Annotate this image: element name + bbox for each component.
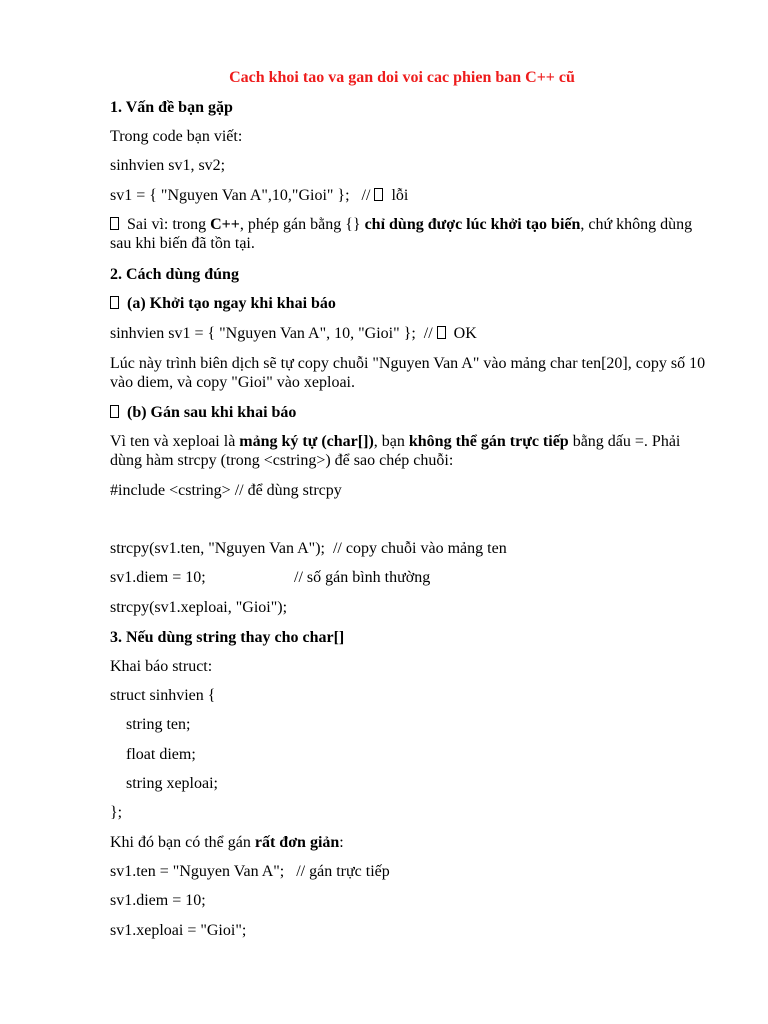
paragraph-bold: mảng ký tự (char[]) xyxy=(239,433,374,450)
subsection-b-label: (b) Gán sau khi khai báo xyxy=(123,404,297,421)
code-line-assign-ten: sv1.ten = "Nguyen Van A"; // gán trực tiếp xyxy=(110,863,390,880)
reason-text: Sai vì: trong xyxy=(123,216,211,233)
paragraph-text: Khi đó bạn có thể gán xyxy=(110,834,255,851)
paragraph-text: , bạn xyxy=(373,433,409,450)
code-line-field-ten: string ten; xyxy=(126,716,191,733)
section-2-heading: 2. Cách dùng đúng xyxy=(110,266,239,283)
code-line-field-xeploai: string xeploai; xyxy=(126,775,218,792)
reason-bold: chỉ dùng được lúc khởi tạo biến xyxy=(364,216,581,233)
code-comment: OK xyxy=(449,325,477,342)
code-line-init xyxy=(110,324,710,343)
check-mark-icon xyxy=(437,326,446,339)
code-line-struct-close: }; xyxy=(110,804,123,821)
pointer-icon xyxy=(110,217,119,230)
code-line-include: #include <cstring> // để dùng strcpy xyxy=(110,482,342,499)
section-3-intro: Khai báo struct: xyxy=(110,658,213,675)
check-mark-icon xyxy=(110,296,119,309)
reason-text: , chứ không dùng sau khi biến đã tồn tại. xyxy=(110,216,693,252)
code-text: sinhvien sv1 = { "Nguyen Van A", 10, "Gioi" }; // xyxy=(110,325,437,342)
section-3-heading: 3. Nếu dùng string thay cho char[] xyxy=(110,629,345,646)
document-title: Cach khoi tao va gan doi voi cac phien ban C++ cũ xyxy=(229,69,575,86)
code-line-strcpy-xeploai: strcpy(sv1.xeploai, "Gioi"); xyxy=(110,599,288,616)
paragraph-bold: rất đơn giản xyxy=(254,834,340,851)
section-1-intro: Trong code bạn viết: xyxy=(110,128,243,145)
code-line-assign-diem: sv1.diem = 10; xyxy=(110,892,206,909)
check-mark-icon xyxy=(110,405,119,418)
paragraph-text: : xyxy=(339,834,344,851)
subsection-a-label: (a) Khởi tạo ngay khi khai báo xyxy=(123,295,336,312)
reason-text: , phép gán bằng {} xyxy=(239,216,365,233)
paragraph-text: bằng dấu =. Phải dùng hàm strcpy (trong <cstring>) để sao chép chuỗi: xyxy=(110,433,681,469)
section-3-then xyxy=(110,833,710,852)
code-line-field-diem: float diem; xyxy=(126,746,196,763)
code-comment: lỗi xyxy=(387,187,409,204)
code-line-declare: sinhvien sv1, sv2; xyxy=(110,157,226,174)
reason-paragraph xyxy=(110,215,710,253)
code-text: sv1 = { "Nguyen Van A",10,"Gioi" }; // xyxy=(110,187,375,204)
reason-bold-cpp: C++ xyxy=(210,216,240,233)
code-line-assign-xeploai: sv1.xeploai = "Gioi"; xyxy=(110,922,247,939)
code-line-diem xyxy=(110,568,710,587)
paragraph-text: Vì ten và xeploai là xyxy=(110,433,240,450)
paragraph-bold: không thể gán trực tiếp xyxy=(408,433,569,450)
code-line-assign-wrong xyxy=(110,186,710,205)
subsection-a-heading xyxy=(110,294,710,313)
code-comment: // số gán bình thường xyxy=(294,569,431,586)
subsection-b-paragraph xyxy=(110,432,710,470)
section-1-heading: 1. Vấn đề bạn gặp xyxy=(110,99,233,116)
cross-mark-icon xyxy=(374,188,383,201)
subsection-b-heading xyxy=(110,403,710,422)
subsection-a-paragraph: Lúc này trình biên dịch sẽ tự copy chuỗi "Nguyen Van A" vào mảng char ten[20], copy số 10 vào diem, và copy "Gioi" vào xeploai. xyxy=(110,355,706,391)
code-line-struct-open: struct sinhvien { xyxy=(110,687,216,704)
code-text: sv1.diem = 10; xyxy=(110,569,206,586)
code-line-strcpy-ten: strcpy(sv1.ten, "Nguyen Van A"); // copy chuỗi vào mảng ten xyxy=(110,540,507,557)
